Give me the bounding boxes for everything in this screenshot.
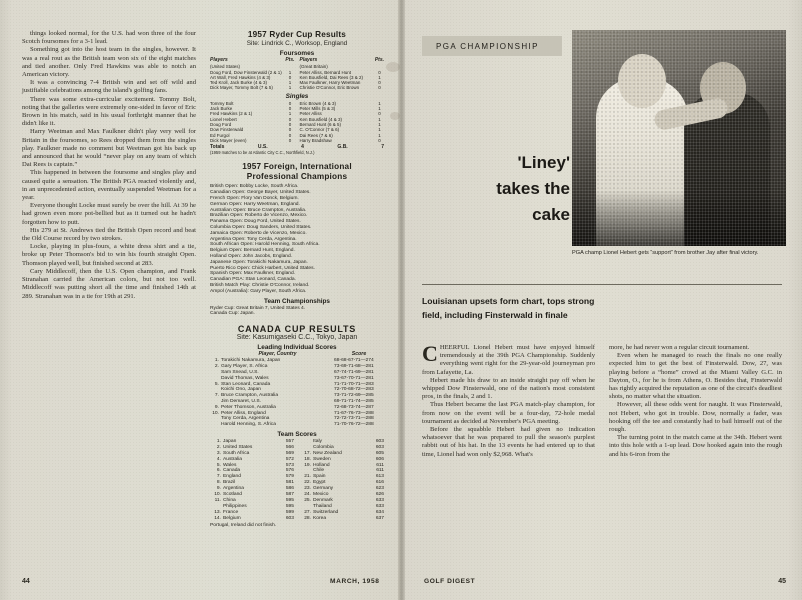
foreign-champions-list	[210, 184, 384, 294]
article-deck	[422, 294, 782, 322]
table-row: 3. South Africa 569	[216, 450, 294, 456]
table-row: 5. Wales 573	[216, 462, 294, 468]
paragraph-text: HEERFUL Lionel Hebert must have enjoyed himself tremendously at the 39th PGA Championship. Suddenly everything went right for the 29-year-old journeyman pro from Lafayette, La.	[422, 344, 595, 376]
list-item: Columbia Open: Doug Sanders, United States.	[210, 224, 312, 230]
table-row: Jack Burke 0	[210, 106, 292, 112]
table-row: 11. China 595	[214, 498, 294, 504]
team-scores-right	[300, 439, 384, 522]
paragraph: There was some extra-curricular excitement. Tommy Bolt, noting that the galleries were extremely one-sided in favor of Eric Brown in his match, said in his usual forthright manner that he didn't like it.	[22, 95, 196, 128]
team-scores-left	[210, 439, 294, 522]
table-row: David Thomas, Wales 73-67-70-71—281	[221, 375, 374, 381]
table-row: Harry Bradshaw 0	[299, 137, 381, 143]
paragraph-with-dropcap	[422, 341, 595, 377]
list-item: Ryder Cup: Great Britain 7, United States 4.	[210, 305, 306, 311]
ryder-cup-totals	[210, 145, 384, 156]
table-row: 2. United States 566	[216, 444, 294, 450]
table-row: 10. Scotland 587	[214, 492, 294, 498]
table-row: 28. Korea 637	[304, 515, 384, 521]
team-scores-grid	[210, 439, 384, 522]
foursomes-us-side	[210, 58, 295, 91]
running-foot-date: MARCH, 1958	[330, 578, 380, 585]
list-item: German Open: Harry Weetman, England.	[210, 201, 300, 207]
table-row: 14. Belgium 603	[214, 515, 294, 521]
table-row: 4. Australia 572	[216, 456, 294, 462]
paragraph: Thus Hebert became the last PGA match-play champion, for from now on the event will be a four-day, 72-hole medal tournament as decided at November's PGA meeting.	[422, 401, 595, 425]
paragraph: Hebert made his draw to an inside straight pay off when he whipped Dow Finsterwald, one of the nation's most consistent pros, in the finals, 2 and 1.	[422, 376, 595, 401]
kicker-line-2: takes the	[496, 179, 570, 198]
kicker-line-1: 'Liney'	[517, 153, 570, 172]
table-row: Art Wall, Fred Hawkins (4 & 3) 0	[210, 74, 292, 80]
table-row: Sam Snead, U.S. 67-74-71-69—281	[221, 369, 374, 375]
singles-us-side	[210, 101, 295, 143]
totals-us-value: 4	[301, 144, 304, 151]
table-row: 19. Holland 611	[304, 462, 384, 468]
canada-cup-results-table	[210, 324, 384, 528]
foursomes-gb-side	[300, 58, 385, 91]
table-row: Doug Ford, Dow Finsterwald (2 & 1) 1	[210, 69, 292, 75]
paragraph: more, he had never won a regular circuit tournament.	[609, 344, 750, 351]
table-row: Lionel Hebert 0	[210, 116, 292, 122]
page-number-right: 45	[778, 578, 786, 585]
list-item: Spanish Open: Max Faulkner, England.	[210, 271, 296, 277]
paragraph: Harry Weetman and Max Faulkner didn't play very well for Britain in the foursomes, so Rees dropped them from the singles play. Faulkner made no comment but Weetman got his back up and announced that he would “never play on any team of which Dai Rees is captain.”	[22, 128, 196, 169]
list-item: British Open: Bobby Locke, South Africa.	[210, 184, 299, 190]
table-row: 21. Spain 613	[304, 474, 384, 480]
table-row: 7. England 579	[216, 474, 294, 480]
table-row: Eric Brown (4 & 3) 1	[299, 100, 381, 106]
singles-gb-side	[300, 101, 385, 143]
paragraph: things looked normal, for the U.S. had won three of the four Scotch foursomes for a 3-1 lead.	[22, 30, 196, 46]
list-item: South African Open: Harold Henning, South Africa.	[210, 242, 320, 248]
table-row: Bernard Hunt (6 & 5) 1	[299, 121, 381, 127]
paragraph: Something got into the host team in the singles, however. It was a real rout as the British team won six of the eight matches and tied another. Only Fred Hawkins was able to notch an American victory.	[22, 46, 196, 79]
deck-divider	[422, 284, 782, 285]
table-row: Tony Cerda, Argentina 72-72-73-71—288	[221, 416, 374, 422]
col-header-pts: Pts.	[374, 57, 384, 63]
section-band	[422, 36, 562, 56]
table-row: Dai Rees (7 & 6) 1	[299, 132, 381, 138]
table-row: 17. New Zealand 605	[304, 450, 384, 456]
ryder-cup-footnote: (1959 matches to be at Atlantic City C.C., Northfield, N.J.)	[210, 150, 315, 156]
table-row: 10. Peter Alliss, England 71-67-76-73—288	[212, 410, 374, 416]
running-foot-magazine: GOLF DIGEST	[424, 578, 476, 585]
table-row: Ken Bousfield, Dai Rees (3 & 2) 1	[299, 74, 381, 80]
kicker-line-3: cake	[532, 205, 570, 224]
team-tag: (Great Britain)	[299, 64, 328, 70]
totals-us-label: U.S.	[257, 144, 268, 151]
right-column-2	[609, 344, 782, 562]
paragraph: It was a convincing 7-4 British win and set off wild and justifiable celebrations among the island's golfing fans.	[22, 79, 196, 95]
table-row: Harold Henning, S. Africa 71-70-76-72—288	[221, 422, 374, 428]
table-row: 2. Gary Player, S. Africa 73-69-71-68—281	[214, 364, 374, 370]
table-row: Philippines 595	[223, 503, 294, 509]
list-item: Canadian PGA: Stan Leonard, Canada.	[210, 277, 296, 283]
table-row: 9. Peter Thomson, Australia 72-68-73-74—287	[214, 404, 374, 410]
table-row: Ted Kroll, Jack Burke (4 & 3) 1	[210, 80, 292, 86]
individual-scores-list	[210, 352, 384, 428]
paragraph: Locke, playing in plus-fours, a white dress shirt and a tie, broke up Peter Thomson's bid to win his fourth straight Open. Thomson played well, but finished second at 283.	[22, 243, 196, 267]
foreign-champions-title-1: 1957 Foreign, International	[242, 162, 352, 172]
list-item: Canada Cup: Japan.	[210, 311, 255, 317]
paragraph: The turning point in the match came at the 34th. Hebert went into this hole with a 1-up lead. Dow hooked again into the rough and his 6-iron from the	[609, 434, 782, 458]
list-item: Australian Open: Bruce Crampton, Australia.	[210, 207, 307, 213]
table-row: 7. Bruce Crampton, Australia 73-71-72-69—285	[214, 393, 374, 399]
table-row: 1. Japan 557	[216, 438, 294, 444]
table-row: Dow Finsterwald 0	[210, 127, 292, 133]
list-item: Puerto Rico Open: Chick Harbert, United States.	[210, 265, 315, 271]
list-item: French Open: Flory Van Donck, Belgium.	[210, 195, 299, 201]
table-row: Colombia 603	[313, 444, 384, 450]
foursomes-grid	[210, 58, 384, 91]
table-row: Peter Mills (5 & 3) 1	[299, 106, 381, 112]
right-page-columns	[422, 341, 782, 562]
table-row: 5. Stan Leonard, Canada 71-71-70-71—283	[214, 381, 374, 387]
leading-scores-heading: Leading Individual Scores	[257, 344, 337, 352]
list-item: Jamaica Open: Roberto de Vicenzo, Mexico.	[210, 230, 307, 236]
table-row: 8. Brazil 581	[216, 480, 294, 486]
col-header-score: Score	[351, 351, 367, 358]
table-row: 6. Canada 576	[216, 468, 294, 474]
scan-blotch	[390, 112, 400, 120]
table-row: Tommy Bolt 0	[210, 100, 292, 106]
team-championships-list	[210, 306, 384, 318]
list-item: Canadian Open: George Bayer, United States.	[210, 190, 311, 196]
page-number-left: 44	[22, 578, 30, 585]
list-item: Belgium Open: Bernard Hunt, England.	[210, 248, 295, 254]
list-item: Japanese Open: Torakichi Nakamura, Japan.	[210, 259, 308, 265]
table-row: Italy 603	[313, 438, 384, 444]
team-scores-heading: Team Scores	[277, 430, 317, 438]
list-item: Panama Open: Doug Ford, United States.	[210, 219, 301, 225]
foreign-champions-table	[210, 162, 384, 317]
left-page-columns	[22, 30, 384, 568]
table-row: Koichi Ono, Japan 72-70-68-72—283	[221, 387, 374, 393]
table-row: Fred Hawkins (2 & 1) 1	[210, 111, 292, 117]
photo-grain	[572, 30, 786, 246]
left-column-2	[210, 30, 384, 568]
table-row: C. O'Connor (7 & 6) 1	[299, 127, 381, 133]
left-column-1	[22, 30, 196, 568]
table-row: 24. Mexico 626	[304, 492, 384, 498]
table-row: Thailand 633	[313, 503, 384, 509]
scan-blotch	[386, 62, 400, 72]
table-row: 27. Switzerland 634	[304, 509, 384, 515]
table-row: 9. Argentina 586	[216, 486, 294, 492]
table-row: Dick Mayer (even) 0	[210, 137, 292, 143]
list-item: British Match Play: Christie O'Connor, Ireland.	[210, 282, 310, 288]
paragraph: However, all these odds went for naught. It was Finsterwald, not Hebert, who got in trouble. Dow, normally a fader, was hooking off the tee and constantly had to bail himself out of the rough.	[609, 401, 782, 434]
foursomes-heading: Foursomes	[279, 50, 315, 57]
table-row: Dick Mayer, Tommy Bolt (7 & 5) 1	[210, 85, 292, 91]
table-row: Ken Bousfield (4 & 3) 1	[299, 116, 381, 122]
col-header-players: Players	[210, 57, 228, 63]
col-header-players: Players	[299, 57, 318, 63]
article-kicker	[422, 150, 570, 228]
table-row: 18. Sweden 606	[304, 456, 384, 462]
page-gutter	[398, 0, 405, 600]
table-row: Ed Furgol 0	[210, 132, 292, 138]
drop-cap: C	[422, 341, 438, 366]
paragraph: Before the squabble Hebert had given no indication whatsoever that he was prepared to pull the season's purplest rabbit out of his hat. In the 13 events he had entered up to that time, Lionel had won only $2,968. What's	[422, 426, 595, 458]
paragraph: His 279 at St. Andrews tied the British Open record and beat the Old Course record by two strokes.	[22, 226, 196, 243]
deck-line-2: field, including Finsterwald in finale	[422, 310, 568, 320]
list-item: Holland Open: John Jacobs, England.	[210, 253, 293, 259]
table-row: 13. France 599	[214, 509, 294, 515]
team-tag: (United States)	[210, 64, 241, 70]
table-row: 1. Torakichi Nakamura, Japan 68-68-67-71—274	[214, 358, 374, 364]
paragraph: Even when he managed to reach the finals no one really expected him to get the best of Finsterwald. Dow, 27, was playing before a “home” crowd at the Miami Valley G.C. in Dayton, O., for he is from Athens, O. Besides that, Finsterwald has rightly acquired the reputation as one of the circuit's deadliest shots, no matter what the situation.	[609, 352, 782, 401]
foreign-champions-title-2: Professional Champions	[246, 172, 348, 182]
table-row: Doug Ford 0	[210, 121, 292, 127]
col-header-player: Player, Country	[258, 351, 297, 358]
table-row: 23. Germany 623	[304, 486, 384, 492]
list-item: Ampol (Australia): Gary Player, South Africa.	[210, 288, 307, 294]
singles-heading: Singles	[285, 92, 309, 100]
table-row: Max Faulkner, Harry Weetman 0	[299, 80, 381, 86]
ryder-cup-results-table	[210, 30, 384, 156]
table-row: Jim Demaret, U.S. 69-71-71-74—285	[221, 398, 374, 404]
list-item: Brazilian Open: Roberto de Vicenzo, Mexico.	[210, 213, 308, 219]
table-row: Chile 611	[313, 468, 384, 474]
photo-caption: PGA champ Lionel Hebert gets “support” from brother Jay after final victory.	[572, 250, 759, 256]
deck-line-1: Louisianan upsets form chart, tops strong	[422, 296, 595, 306]
table-row: Peter Alliss, Bernard Hunt 0	[299, 69, 381, 75]
canada-cup-title: CANADA CUP RESULTS	[237, 324, 357, 335]
ryder-cup-site: Site: Lindrick C., Worksop, England	[246, 40, 348, 47]
totals-label: Totals	[210, 144, 225, 151]
list-item: Argentina Open: Tony Cerda, Argentina.	[210, 236, 297, 242]
lead-photo	[572, 30, 786, 246]
right-column-1	[422, 341, 595, 562]
table-row: 22. Egypt 616	[304, 480, 384, 486]
paragraph: This happened in between the foursome and singles play and caused quite a sensation. The British PGA reacted violently and, in an unprecedented action, eventually suspended Weetman for a year.	[22, 169, 196, 202]
singles-grid	[210, 101, 384, 143]
table-row: Peter Alliss 0	[299, 111, 381, 117]
paragraph: Cary Middlecoff, then the U.S. Open champion, and Frank Stranahan carried the American colors, but not too well. Middlecoff was putting short all the time and finished 14th at 289. Stranahan was in a tie for 19th at 291.	[22, 267, 196, 300]
totals-gb-label: G.B.	[337, 144, 348, 151]
team-championships-heading: Team Championships	[264, 297, 330, 305]
paragraph: Everyone thought Locke must surely be over the hill. At 39 he had grown even more pot-bellied but as it turned out he hadn't forgotten how to putt.	[22, 202, 196, 226]
table-row: Christie O'Connor, Eric Brown 0	[299, 85, 381, 91]
canada-cup-site: Site: Kasumigaseki C.C., Tokyo, Japan	[236, 334, 358, 342]
totals-gb-value: 7	[381, 144, 384, 151]
ryder-cup-title: 1957 Ryder Cup Results	[247, 30, 347, 39]
col-header-pts: Pts.	[285, 57, 295, 63]
section-band-label: PGA CHAMPIONSHIP	[436, 41, 539, 51]
table-row: 25. Denmark 633	[304, 498, 384, 504]
dnf-note: Portugal, Ireland did not finish.	[210, 522, 277, 528]
